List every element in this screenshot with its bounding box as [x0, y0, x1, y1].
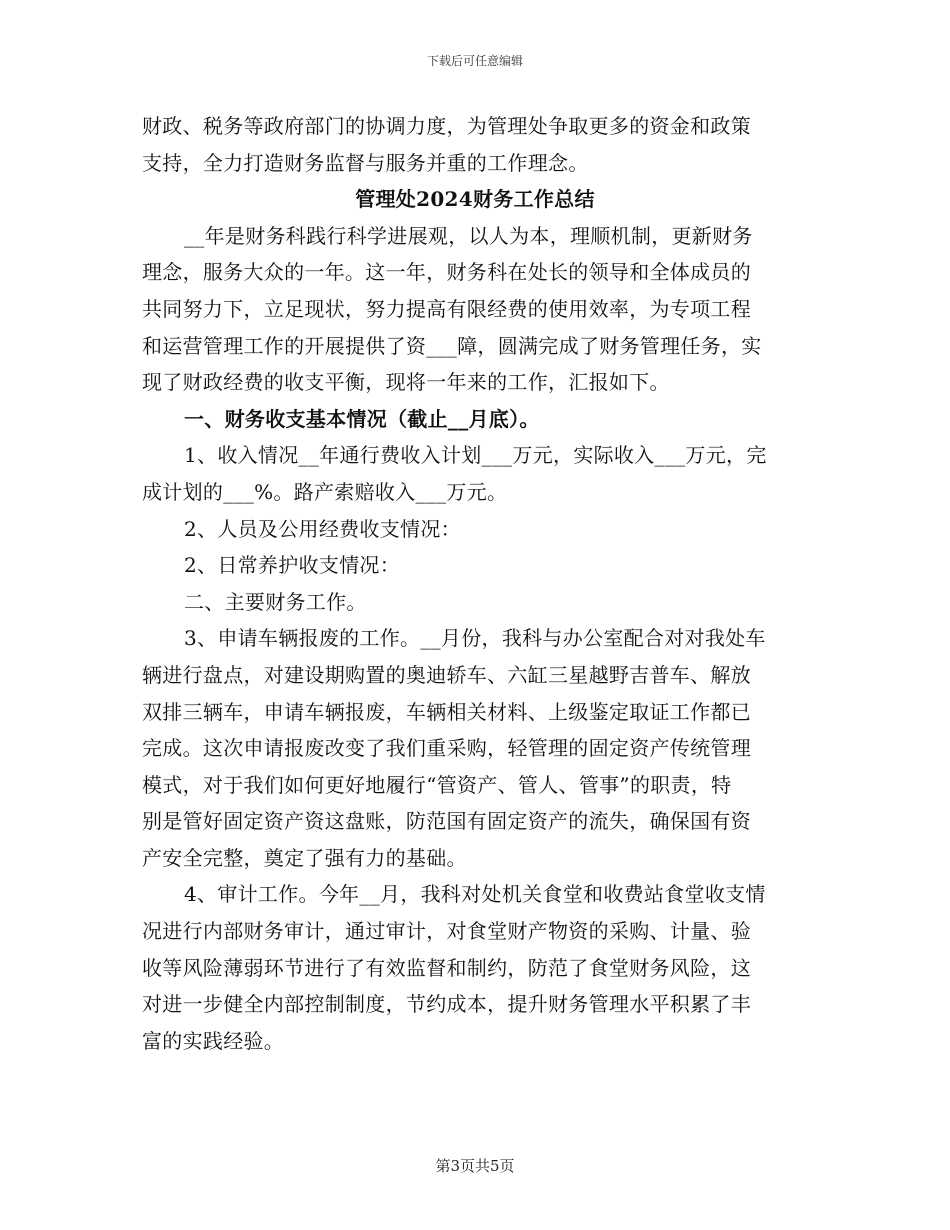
- document-body: [142, 108, 808, 1059]
- paragraph-line: 产安全完整，奠定了强有力的基础。: [142, 845, 467, 870]
- paragraph-line: 财政、税务等政府部门的协调力度，为管理处争取更多的资金和政策: [142, 114, 751, 138]
- paragraph-line: 对进一步健全内部控制制度，节约成本，提升财务管理水平积累了丰: [142, 992, 751, 1017]
- paragraph-line: 2、日常养护收支情况：: [184, 553, 401, 578]
- paragraph-line: 成计划的___%。路产索赔收入___万元。: [142, 479, 508, 504]
- section-heading: 二、主要财务工作。: [184, 589, 367, 614]
- paragraph-line: 收等风险薄弱环节进行了有效监督和制约，防范了食堂财务风险，这: [142, 955, 751, 980]
- paragraph-line: 理念，服务大众的一年。这一年，财务科在处长的领导和全体成员的: [142, 260, 751, 285]
- header-note: 下载后可任意编辑: [426, 54, 523, 68]
- paragraph-line: 双排三辆车，申请车辆报废，车辆相关材料、上级鉴定取证工作都已: [142, 699, 751, 724]
- page-number: 第3页共5页: [435, 1157, 515, 1175]
- paragraph-line: 共同努力下，立足现状，努力提高有限经费的使用效率，为专项工程: [142, 296, 751, 321]
- paragraph-line: 2、人员及公用经费收支情况：: [184, 516, 461, 541]
- paragraph-line: 支持，全力打造财务监督与服务并重的工作理念。: [142, 150, 589, 175]
- paragraph-line: 富的实践经验。: [142, 1028, 285, 1053]
- section-heading: 一、财务收支基本情况（截止__月底）。: [184, 406, 540, 431]
- paragraph-line: __年是财务科践行科学进展观，以人为本，理顺机制，更新财务: [184, 223, 753, 248]
- paragraph-line: 模式，对于我们如何更好地履行“管资产、管人、管事”的职责，特: [142, 772, 732, 797]
- document-title: 管理处2024财务工作总结: [355, 187, 595, 212]
- paragraph-line: 3、申请车辆报废的工作。__月份，我科与办公室配合对对我处车: [184, 626, 766, 651]
- paragraph-line: 现了财政经费的收支平衡，现将一年来的工作，汇报如下。: [142, 370, 670, 395]
- paragraph-line: 和运营管理工作的开展提供了资___障，圆满完成了财务管理任务，实: [142, 333, 762, 358]
- paragraph-line: 况进行内部财务审计，通过审计，对食堂财产物资的采购、计量、验: [142, 919, 751, 944]
- paragraph-line: 4、审计工作。今年__月，我科对处机关食堂和收费站食堂收支情: [184, 882, 766, 907]
- paragraph-line: 别是管好固定资产资这盘账，防范国有固定资产的流失，确保国有资: [142, 809, 751, 834]
- paragraph-line: 辆进行盘点，对建设期购置的奥迪轿车、六缸三星越野吉普车、解放: [142, 662, 751, 687]
- paragraph-line: 完成。这次申请报废改变了我们重采购，轻管理的固定资产传统管理: [142, 736, 751, 761]
- paragraph-line: 1、收入情况__年通行费收入计划___万元，实际收入___万元，完: [184, 443, 767, 468]
